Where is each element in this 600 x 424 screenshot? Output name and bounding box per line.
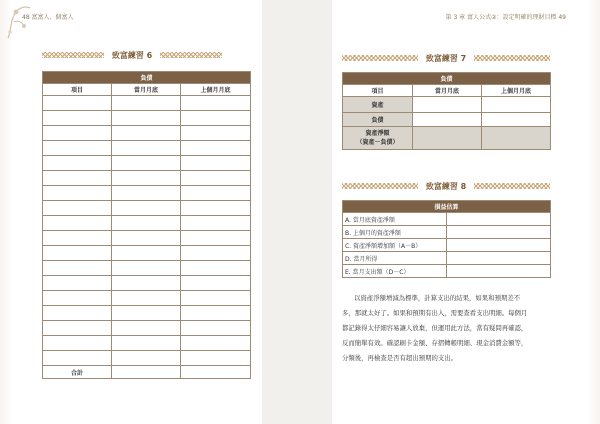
row-label-line: （資產－負債） (356, 139, 399, 146)
table-row (343, 97, 551, 113)
table-cell (112, 261, 181, 276)
title-ornament-left (342, 55, 418, 61)
cell-value (447, 226, 551, 239)
cell-last-month (482, 97, 551, 113)
table-cell (112, 171, 181, 186)
column-header-last-month: 上個月月底 (482, 85, 551, 97)
table-cell (112, 111, 181, 126)
table-cell (43, 246, 112, 261)
table-cell (112, 336, 181, 351)
table-cell (181, 231, 251, 246)
table-row (43, 276, 251, 291)
table-cell (43, 336, 112, 351)
table-cell (181, 171, 251, 186)
table-band-header: 負債 (343, 73, 551, 85)
table-cell (112, 246, 181, 261)
table-row (43, 216, 251, 231)
column-header-last-month: 上個月月底 (181, 84, 251, 96)
table-cell (112, 201, 181, 216)
net-assets-table (342, 72, 551, 150)
table-cell (43, 171, 112, 186)
table-row (43, 186, 251, 201)
column-header-item: 項目 (43, 84, 112, 96)
left-page (0, 0, 262, 424)
exercise-title-text: 致富練習 7 (425, 53, 467, 63)
row-label: C. 資產淨額增加額（A－B） (343, 239, 447, 252)
row-label: D. 當月所得 (343, 252, 447, 265)
table-cell (43, 351, 112, 366)
row-label-assets: 資產 (343, 97, 413, 113)
table-row (343, 239, 551, 252)
row-label: B. 上個月的資產淨額 (343, 226, 447, 239)
table-cell (43, 276, 112, 291)
profit-loss-table (342, 200, 551, 278)
table-cell (112, 156, 181, 171)
table-cell (43, 141, 112, 156)
table-row (43, 171, 251, 186)
table-row (43, 231, 251, 246)
exercise-title-text: 致富練習 6 (111, 50, 153, 60)
table-cell (112, 231, 181, 246)
row-label-net-assets (343, 127, 413, 150)
table-cell (181, 201, 251, 216)
column-header-item: 項目 (343, 85, 413, 97)
table-cell (181, 351, 251, 366)
table-row (43, 201, 251, 216)
exercise-title-text: 致富練習 8 (425, 181, 467, 191)
table-cell (112, 216, 181, 231)
paragraph-line: 都記錄得太仔細容易讓人放棄，但運用此方法，當有疑問再確認， (342, 324, 528, 332)
running-head: 48 富富人、個富人 (22, 14, 74, 21)
table-cell (112, 351, 181, 366)
table-cell (181, 336, 251, 351)
table-cell (181, 291, 251, 306)
table-row (43, 111, 251, 126)
table-cell (181, 216, 251, 231)
cell-this-month (413, 113, 482, 127)
table-cell (43, 156, 112, 171)
table-cell (112, 306, 181, 321)
paragraph-line: 反而簡單有效。確認刷卡金額、存摺轉帳明細、現金消費金額等， (342, 339, 528, 347)
floral-ornament-icon (4, 2, 34, 42)
table-cell (181, 246, 251, 261)
table-cell (43, 261, 112, 276)
paragraph-line: 以資產淨額增減為標準，計算支出的結果，如果和預期差不 (354, 294, 521, 302)
table-band-header: 損益估算 (343, 201, 551, 213)
table-row (43, 96, 251, 111)
table-cell (43, 201, 112, 216)
table-band-header: 負債 (43, 72, 251, 84)
table-row (43, 156, 251, 171)
title-ornament-right (160, 52, 222, 58)
table-cell (112, 126, 181, 141)
total-cell (181, 366, 251, 379)
table-row (343, 252, 551, 265)
table-row (343, 113, 551, 127)
table-cell (43, 291, 112, 306)
row-label-liabilities: 負債 (343, 113, 413, 127)
table-cell (112, 141, 181, 156)
row-label-line: 資產淨額 (365, 130, 390, 137)
cell-last-month (482, 127, 551, 150)
table-row (43, 126, 251, 141)
table-cell (181, 276, 251, 291)
table-cell (43, 306, 112, 321)
table-cell (181, 96, 251, 111)
table-cell (181, 321, 251, 336)
exercise-7-title (342, 52, 550, 64)
table-row (43, 306, 251, 321)
table-cell (112, 291, 181, 306)
gutter (262, 0, 332, 424)
table-row (343, 127, 551, 150)
table-cell (43, 96, 112, 111)
table-row (43, 291, 251, 306)
table-cell (181, 111, 251, 126)
table-cell (43, 321, 112, 336)
table-cell (181, 156, 251, 171)
table-cell (43, 216, 112, 231)
cell-value (447, 213, 551, 226)
title-ornament-left (342, 183, 418, 189)
table-cell (112, 321, 181, 336)
table-cell (181, 126, 251, 141)
total-cell (112, 366, 181, 379)
paragraph-line: 多，那就太好了。如果和預期有出入，需要查看支出明細。每個月 (342, 309, 528, 317)
table-cell (43, 111, 112, 126)
cell-last-month (482, 113, 551, 127)
cell-this-month (413, 97, 482, 113)
cell-value (447, 252, 551, 265)
total-row (43, 366, 251, 379)
table-row (43, 321, 251, 336)
table-row (43, 336, 251, 351)
cell-value (447, 239, 551, 252)
table-cell (112, 276, 181, 291)
row-label: A. 當月底資產淨額 (343, 213, 447, 226)
total-label: 合計 (43, 366, 112, 379)
running-head: 第 3 章 富人公式②：設定明確的理財目標 49 (445, 14, 566, 21)
liabilities-table (42, 71, 251, 379)
cell-value (447, 265, 551, 278)
column-header-this-month: 當月月底 (413, 85, 482, 97)
row-label: E. 當月支出額（D－C） (343, 265, 447, 278)
table-cell (181, 186, 251, 201)
table-cell (43, 231, 112, 246)
table-cell (181, 306, 251, 321)
table-row (43, 141, 251, 156)
body-paragraph (342, 291, 554, 366)
table-row (343, 213, 551, 226)
table-cell (43, 126, 112, 141)
table-row (43, 351, 251, 366)
table-cell (43, 186, 112, 201)
title-ornament-right (474, 55, 550, 61)
table-cell (112, 186, 181, 201)
cell-this-month (413, 127, 482, 150)
paragraph-line: 分類後，再檢查是否有超出預期的支出。 (342, 354, 458, 362)
table-row (43, 246, 251, 261)
table-cell (181, 141, 251, 156)
table-cell (181, 261, 251, 276)
title-ornament-left (42, 52, 104, 58)
column-header-this-month: 當月月底 (112, 84, 181, 96)
exercise-8-title (342, 180, 550, 192)
exercise-6-title (42, 49, 222, 61)
table-row (343, 265, 551, 278)
table-cell (112, 96, 181, 111)
table-row (43, 261, 251, 276)
table-row (343, 226, 551, 239)
title-ornament-right (474, 183, 550, 189)
